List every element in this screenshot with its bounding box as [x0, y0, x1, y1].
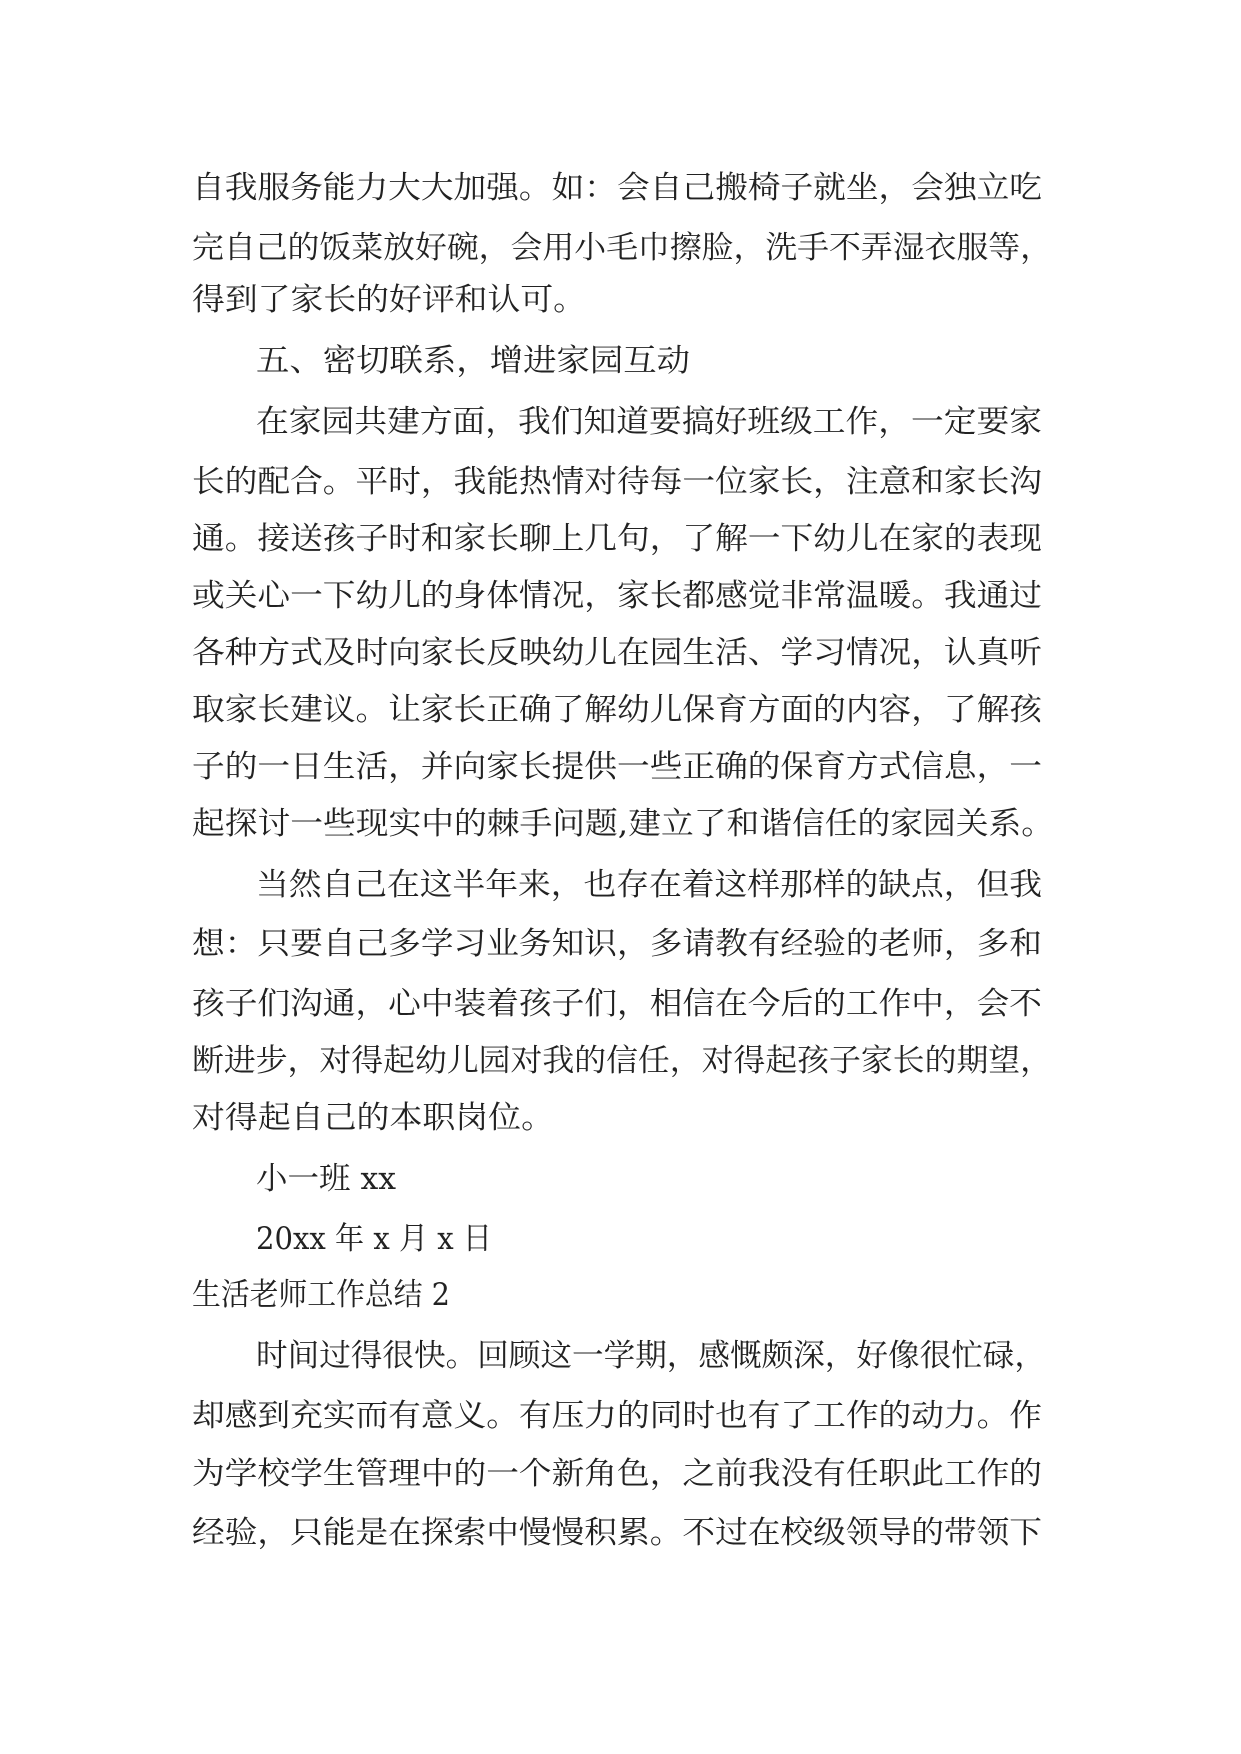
text-line: 却感到充实而有意义。有压力的同时也有了工作的动力。作 — [192, 1398, 1042, 1434]
text-line: 完自己的饭菜放好碗，会用小毛巾擦脸，洗手不弄湿衣服等， — [192, 230, 1052, 266]
text-line: 断进步，对得起幼儿园对我的信任，对得起孩子家长的期望， — [192, 1043, 1052, 1079]
signature: 小一班 xx — [256, 1161, 397, 1197]
text-line: 自我服务能力大大加强。如：会自己搬椅子就坐，会独立吃 — [192, 170, 1042, 206]
text-line: 得到了家长的好评和认可。 — [192, 282, 586, 318]
text-line: 时间过得很快。回顾这一学期，感慨颇深，好像很忙碌， — [256, 1338, 1046, 1374]
text-line: 为学校学生管理中的一个新角色，之前我没有任职此工作的 — [192, 1456, 1042, 1492]
article-title: 生活老师工作总结 2 — [192, 1277, 450, 1313]
text-line: 孩子们沟通，心中装着孩子们，相信在今后的工作中，会不 — [192, 986, 1042, 1022]
text-line: 各种方式及时向家长反映幼儿在园生活、学习情况，认真听 — [192, 635, 1042, 671]
text-line: 当然自己在这半年来，也存在着这样那样的缺点，但我 — [256, 867, 1042, 903]
text-line: 经验，只能是在探索中慢慢积累。不过在校级领导的带领下 — [192, 1515, 1042, 1551]
text-line: 起探讨一些现实中的棘手问题,建立了和谐信任的家园关系。 — [192, 806, 1054, 842]
text-line: 在家园共建方面，我们知道要搞好班级工作，一定要家 — [256, 404, 1042, 440]
text-line: 想：只要自己多学习业务知识，多请教有经验的老师，多和 — [192, 926, 1042, 962]
text-line: 通。接送孩子时和家长聊上几句，了解一下幼儿在家的表现 — [192, 521, 1042, 557]
text-line: 取家长建议。让家长正确了解幼儿保育方面的内容，了解孩 — [192, 692, 1044, 728]
text-line: 子的一日生活，并向家长提供一些正确的保育方式信息，一 — [192, 749, 1042, 785]
text-line: 或关心一下幼儿的身体情况，家长都感觉非常温暖。我通过 — [192, 578, 1042, 614]
text-line: 长的配合。平时，我能热情对待每一位家长，注意和家长沟 — [192, 464, 1042, 500]
text-line: 对得起自己的本职岗位。 — [192, 1100, 554, 1136]
date-line: 20xx 年 x 月 x 日 — [256, 1221, 492, 1257]
section-heading: 五、密切联系，增进家园互动 — [256, 343, 690, 379]
